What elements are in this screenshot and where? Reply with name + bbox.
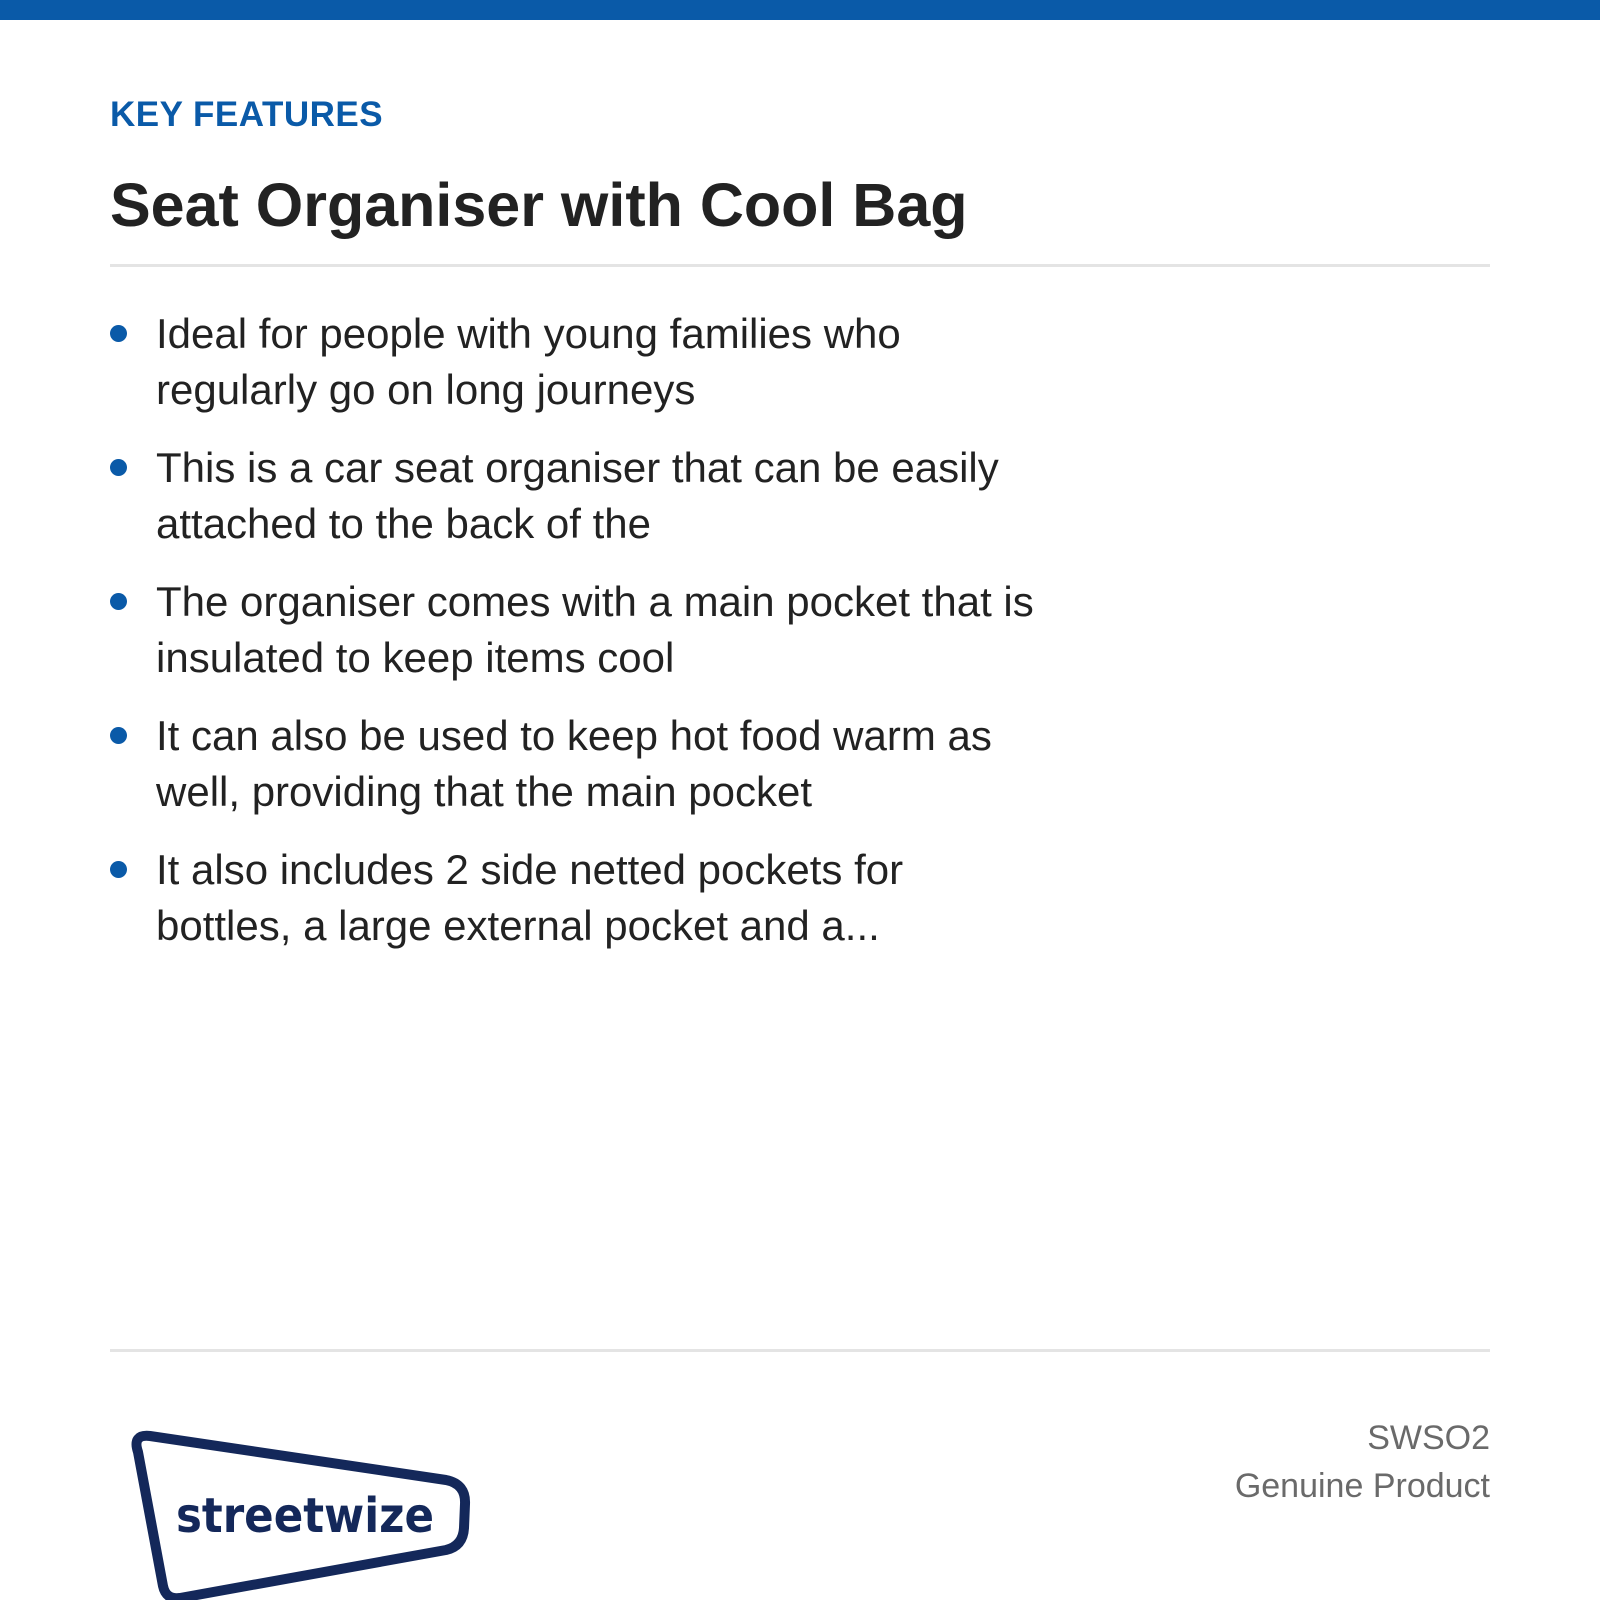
- header-divider: [110, 264, 1490, 267]
- logo-badge-icon: [128, 1430, 480, 1600]
- feature-item: [110, 708, 1050, 820]
- top-accent-bar: [0, 0, 1600, 20]
- feature-text: It also includes 2 side netted pockets for bottles, a large external pocket and a...: [156, 846, 904, 949]
- bullet-icon: [110, 593, 127, 610]
- streetwize-logo: [128, 1430, 480, 1600]
- product-title: Seat Organiser with Cool Bag: [110, 171, 968, 239]
- feature-text: Ideal for people with young families who regularly go on long journeys: [156, 310, 901, 413]
- feature-item: [110, 842, 1050, 954]
- product-sku: SWSO2: [1367, 1419, 1490, 1457]
- section-eyebrow: KEY FEATURES: [110, 95, 384, 134]
- logo-wordmark: streetwize: [176, 1488, 434, 1544]
- feature-text: It can also be used to keep hot food warm as well, providing that the main pocket: [156, 712, 992, 815]
- feature-item: [110, 574, 1050, 686]
- feature-text: The organiser comes with a main pocket that is insulated to keep items cool: [156, 578, 1034, 681]
- feature-item: [110, 440, 1050, 552]
- feature-list: [110, 306, 1050, 976]
- feature-text: This is a car seat organiser that can be easily attached to the back of the: [156, 444, 999, 547]
- genuine-label: Genuine Product: [1234, 1467, 1490, 1505]
- product-meta: [1235, 1414, 1490, 1510]
- bullet-icon: [110, 861, 127, 878]
- bullet-icon: [110, 459, 127, 476]
- bullet-icon: [110, 727, 127, 744]
- bullet-icon: [110, 325, 127, 342]
- feature-item: [110, 306, 1050, 418]
- footer-divider: [110, 1349, 1490, 1352]
